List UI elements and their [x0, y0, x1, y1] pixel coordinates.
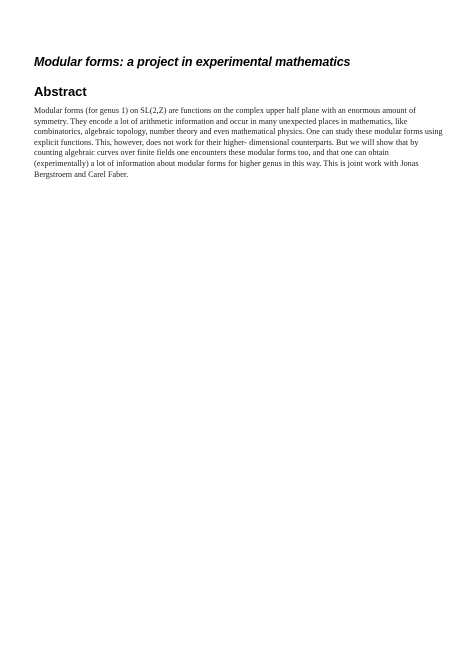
- document-title: Modular forms: a project in experimental mathematics: [34, 55, 351, 69]
- document-content: [34, 54, 444, 180]
- abstract-paragraph: Modular forms (for genus 1) on SL(2,Z) are functions on the complex upper half plane with an enormous amount of symmetry. They encode a lot of arithmetic information and occur in many unexpected places in mathematics, like combinatorics, algebraic topology, number theory and even mathematical physics. One can study these modular forms using explicit functions. This, however, does not work for their higher- dimensional counterparts. But we will show that by counting algebraic curves over finite fields one encounters these modular forms too, and that one can obtain (experimentally) a lot of information about modular forms for higher genus in this way. This is joint work with Jonas Bergstroem and Carel Faber.: [34, 106, 443, 179]
- abstract-heading: Abstract: [34, 84, 87, 99]
